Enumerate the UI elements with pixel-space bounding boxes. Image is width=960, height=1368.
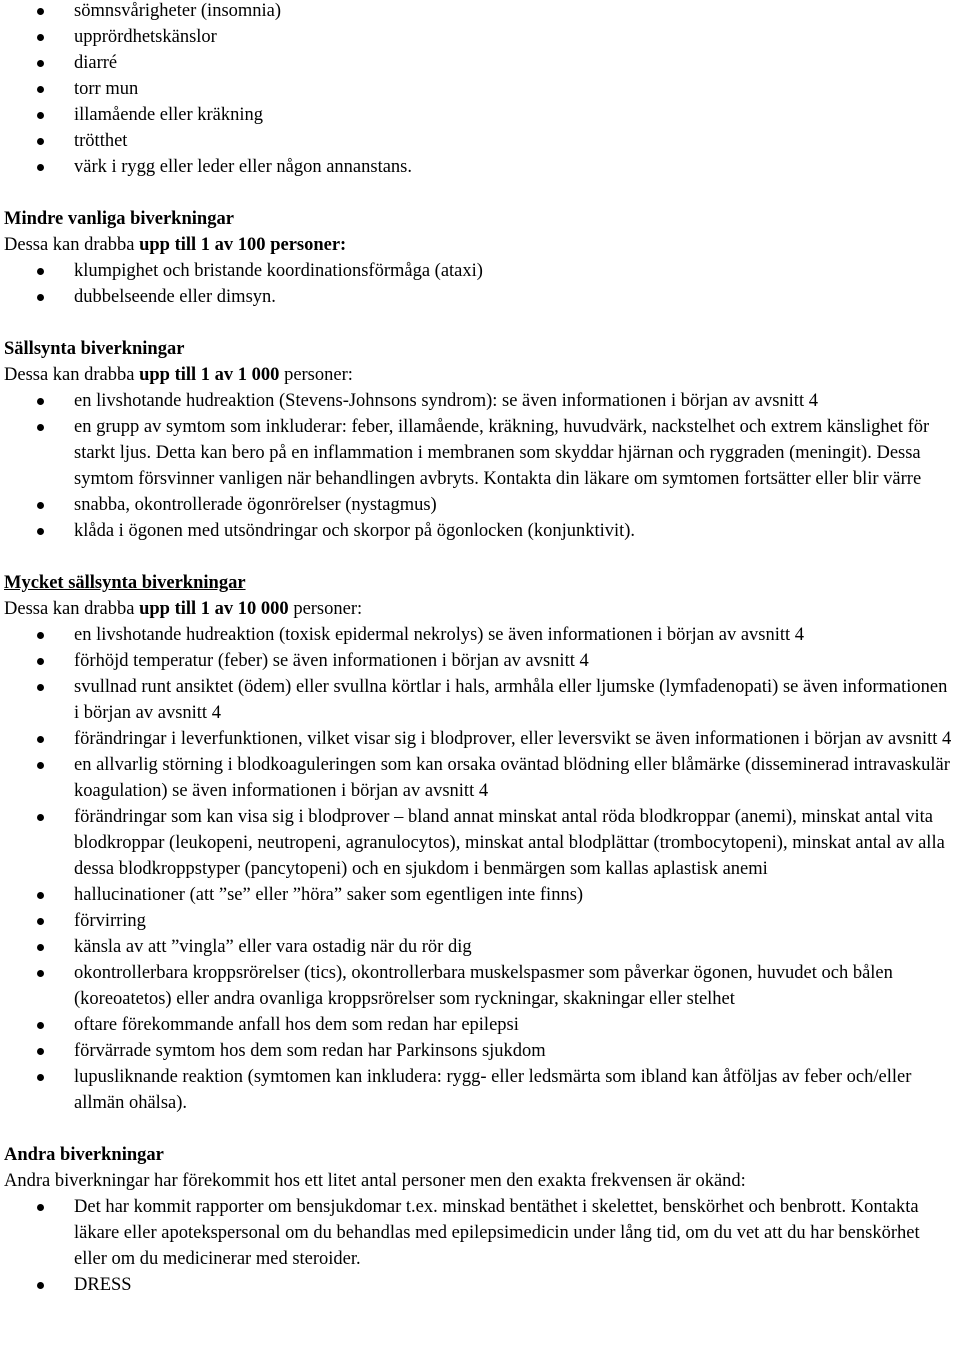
- list-item: känsla av att ”vingla” eller vara ostadig när du rör dig: [0, 934, 956, 960]
- list-item: förändringar som kan visa sig i blodprover – bland annat minskat antal röda blodkroppar (anemi), minskat antal vita blodkroppar (leukopeni, neutropeni, agranulocytos), minskat antal blodplättar (trombocytopeni), minskat antal av alla dessa blodkroppstyper (pancytopeni) och en sjukdom i benmärgen som kallas aplastisk anemi: [0, 804, 956, 882]
- list-item: förvirring: [0, 908, 956, 934]
- bullet-icon: [37, 1204, 44, 1211]
- section-heading: Mycket sällsynta biverkningar: [4, 573, 246, 593]
- list-item: okontrollerbara kroppsrörelser (tics), okontrollerbara muskelspasmer som påverkar ögonen, huvudet och bålen (koreoatetos) eller andra ovanliga kroppsrörelser som ryckningar, skakningar eller stelhet: [0, 960, 956, 1012]
- section-heading: Sällsynta biverkningar: [4, 339, 185, 359]
- list-item: förändringar i leverfunktionen, vilket visar sig i blodprover, eller leversvikt se även informationen i början av avsnitt 4: [0, 726, 956, 752]
- list-item: diarré: [0, 50, 956, 76]
- section-heading: Mindre vanliga biverkningar: [4, 209, 234, 229]
- list-item: dubbelseende eller dimsyn.: [0, 284, 956, 310]
- bullet-icon: [37, 60, 44, 67]
- list-item: en livshotande hudreaktion (Stevens-Johnsons syndrom): se även informationen i början av avsnitt 4: [0, 388, 956, 414]
- bullet-icon: [37, 892, 44, 899]
- section-frequency: Dessa kan drabba upp till 1 av 100 personer:: [4, 235, 347, 255]
- bullet-icon: [37, 1022, 44, 1029]
- intro-symptom-list: [0, 0, 956, 180]
- list-item: illamående eller kräkning: [0, 102, 956, 128]
- bullet-icon: [37, 528, 44, 535]
- list-item: hallucinationer (att ”se” eller ”höra” saker som egentligen inte finns): [0, 882, 956, 908]
- list-item: DRESS: [0, 1272, 956, 1298]
- uncommon-list: [0, 258, 956, 310]
- spacer: [0, 310, 956, 336]
- rare-list: [0, 388, 956, 544]
- bullet-icon: [37, 398, 44, 405]
- list-item: upprördhetskänslor: [0, 24, 956, 50]
- bullet-icon: [37, 918, 44, 925]
- list-item: förvärrade symtom hos dem som redan har Parkinsons sjukdom: [0, 1038, 956, 1064]
- list-item: trötthet: [0, 128, 956, 154]
- list-item: en livshotande hudreaktion (toxisk epidermal nekrolys) se även informationen i början av avsnitt 4: [0, 622, 956, 648]
- bullet-icon: [37, 8, 44, 15]
- very-rare-list: [0, 622, 956, 1116]
- bullet-icon: [37, 34, 44, 41]
- bullet-icon: [37, 970, 44, 977]
- bullet-icon: [37, 164, 44, 171]
- list-item: en allvarlig störning i blodkoaguleringen som kan orsaka oväntad blödning eller blåmärke (disseminerad intravaskulär koagulation) se även informationen i början av avsnitt 4: [0, 752, 956, 804]
- list-item: förhöjd temperatur (feber) se även informationen i början av avsnitt 4: [0, 648, 956, 674]
- spacer: [0, 180, 956, 206]
- list-item: lupusliknande reaktion (symtomen kan inkludera: rygg- eller ledsmärta som ibland kan åtföljas av feber och/eller allmän ohälsa).: [0, 1064, 956, 1116]
- bullet-icon: [37, 814, 44, 821]
- list-item: svullnad runt ansiktet (ödem) eller svullna körtlar i hals, armhåla eller ljumske (lymfadenopati) se även informationen i början av avsnitt 4: [0, 674, 956, 726]
- bullet-icon: [37, 736, 44, 743]
- bullet-icon: [37, 632, 44, 639]
- bullet-icon: [37, 944, 44, 951]
- bullet-icon: [37, 762, 44, 769]
- bullet-icon: [37, 1074, 44, 1081]
- list-item: klåda i ögonen med utsöndringar och skorpor på ögonlocken (konjunktivit).: [0, 518, 956, 544]
- bullet-icon: [37, 86, 44, 93]
- section-heading: Andra biverkningar: [4, 1145, 164, 1165]
- bullet-icon: [37, 294, 44, 301]
- bullet-icon: [37, 1282, 44, 1289]
- spacer: [0, 544, 956, 570]
- list-item: en grupp av symtom som inkluderar: feber, illamående, kräkning, huvudvärk, nackstelhet och extrem känslighet för starkt ljus. Detta kan bero på en inflammation i membranen som skyddar hjärnan och ryggraden (meningit). Dessa symtom försvinner vanligen när behandlingen avbryts. Kontakta din läkare om symtomen fortsätter eller blir värre: [0, 414, 956, 492]
- section-uncommon: [0, 206, 956, 310]
- list-item: värk i rygg eller leder eller någon annanstans.: [0, 154, 956, 180]
- bullet-icon: [37, 658, 44, 665]
- bullet-icon: [37, 1048, 44, 1055]
- section-rare: [0, 336, 956, 544]
- list-item: oftare förekommande anfall hos dem som redan har epilepsi: [0, 1012, 956, 1038]
- bullet-icon: [37, 424, 44, 431]
- spacer: [0, 1116, 956, 1142]
- bullet-icon: [37, 268, 44, 275]
- section-frequency: Dessa kan drabba upp till 1 av 10 000 personer:: [4, 599, 363, 619]
- section-frequency: Dessa kan drabba upp till 1 av 1 000 personer:: [4, 365, 353, 385]
- list-item: snabba, okontrollerade ögonrörelser (nystagmus): [0, 492, 956, 518]
- section-very-rare: [0, 570, 956, 1116]
- list-item: torr mun: [0, 76, 956, 102]
- section-frequency: Andra biverkningar har förekommit hos ett litet antal personer men den exakta frekvensen är okänd:: [4, 1171, 746, 1191]
- list-item: sömnsvårigheter (insomnia): [0, 0, 956, 24]
- list-item: Det har kommit rapporter om bensjukdomar t.ex. minskad bentäthet i skelettet, benskörhet och benbrott. Kontakta läkare eller apotekspersonal om du behandlas med epilepsimedicin under lång tid, om du vet att du har benskörhet eller om du medicinerar med steroider.: [0, 1194, 956, 1272]
- bullet-icon: [37, 684, 44, 691]
- other-list: [0, 1194, 956, 1298]
- list-item: klumpighet och bristande koordinationsförmåga (ataxi): [0, 258, 956, 284]
- bullet-icon: [37, 138, 44, 145]
- bullet-icon: [37, 502, 44, 509]
- section-other: [0, 1142, 956, 1298]
- bullet-icon: [37, 112, 44, 119]
